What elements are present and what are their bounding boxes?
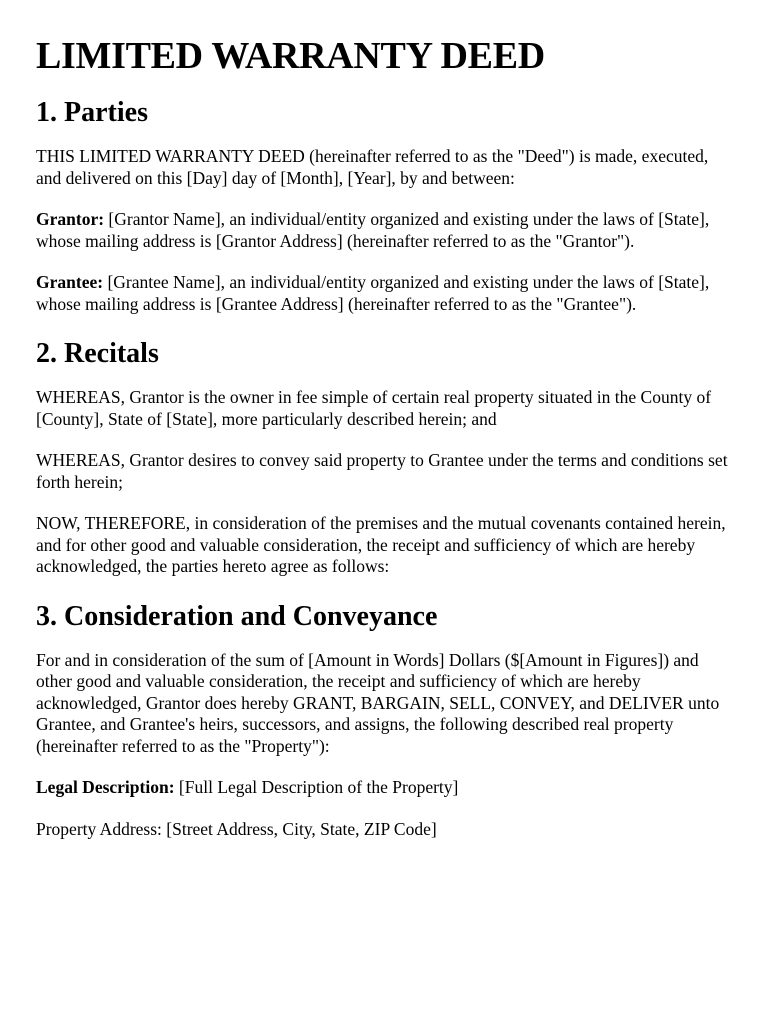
grantor-label: Grantor: [36, 209, 105, 229]
grantee-paragraph [36, 272, 736, 315]
whereas-paragraph-1: WHEREAS, Grantor is the owner in fee simple of certain real property situated in the County of [County], State of [State], more particularly described herein; and [36, 387, 712, 429]
recitals-section [36, 337, 736, 578]
property-address-paragraph: Property Address: [Street Address, City, State, ZIP Code] [36, 818, 437, 839]
legal-description-text: [Full Legal Description of the Property] [174, 777, 459, 797]
parties-section [36, 96, 736, 315]
consideration-body: For and in consideration of the sum of [Amount in Words] Dollars ($[Amount in Figures]) and other good and valuable consideration, the receipt and sufficiency of which are hereby acknowledged, Grantor does hereby GRANT, BARGAIN, SELL, CONVEY, and DELIVER unto Grantee, and Grantee's heirs, successors, and assigns, the following described real property (hereinafter referred to as the "Property"): [36, 649, 720, 756]
recitals-heading: 2. Recitals [36, 338, 159, 369]
legal-description-paragraph [36, 777, 736, 799]
grantor-paragraph [36, 209, 736, 252]
parties-intro: THIS LIMITED WARRANTY DEED (hereinafter referred to as the "Deed") is made, executed, and delivered on this [Day] day of [Month], [Year], by and between: [36, 146, 709, 188]
consideration-heading: 3. Consideration and Conveyance [36, 600, 438, 632]
document-title: LIMITED WARRANTY DEED [36, 35, 545, 77]
grantee-text: [Grantee Name], an individual/entity organized and existing under the laws of [State], whose mailing address is [Grantee Address] (hereinafter referred to as the "Grantee"). [36, 272, 710, 314]
legal-description-label: Legal Description: [36, 777, 175, 797]
grantee-label: Grantee: [36, 272, 104, 292]
grantor-text: [Grantor Name], an individual/entity organized and existing under the laws of [State], whose mailing address is [Grantor Address] (hereinafter referred to as the "Grantor"). [36, 209, 710, 251]
now-therefore-paragraph: NOW, THEREFORE, in consideration of the premises and the mutual covenants contained herein, and for other good and valuable consideration, the receipt and sufficiency of which are hereby acknowledged, the parties hereto agree as follows: [36, 513, 726, 576]
document-page [36, 34, 736, 860]
parties-heading: 1. Parties [36, 97, 148, 128]
whereas-paragraph-2: WHEREAS, Grantor desires to convey said property to Grantee under the terms and conditions set forth herein; [36, 450, 728, 492]
consideration-section [36, 600, 736, 841]
